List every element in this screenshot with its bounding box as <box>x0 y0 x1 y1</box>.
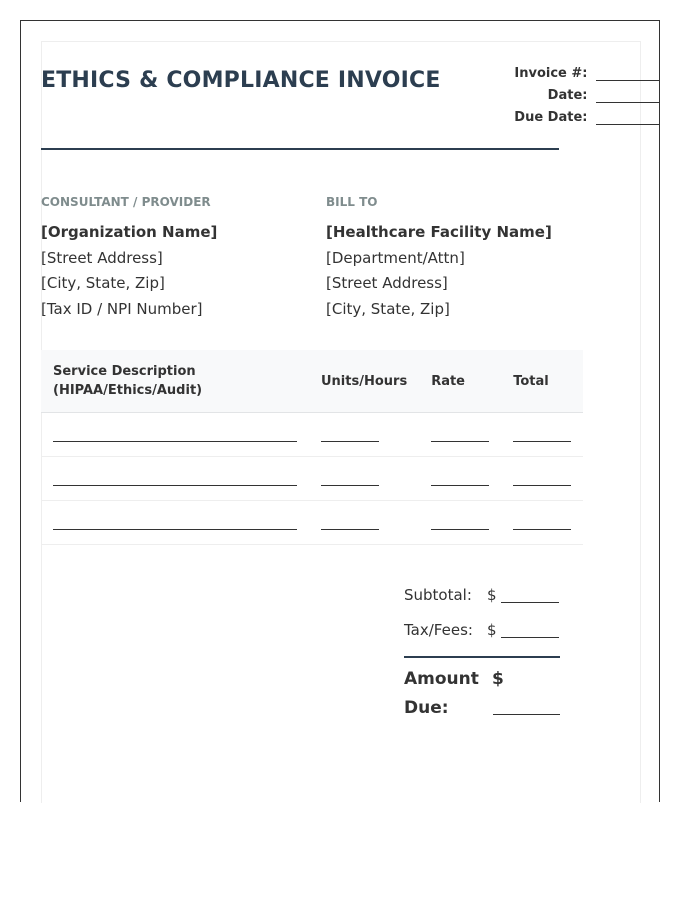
column-header-description-line2: (HIPAA/Ethics/Audit) <box>53 383 203 398</box>
column-header-description <box>41 350 309 413</box>
subtotal-currency: $ <box>487 586 497 604</box>
column-header-total: Total <box>501 350 583 413</box>
column-header-units: Units/Hours <box>309 350 419 413</box>
provider-tax-id: [Tax ID / NPI Number] <box>41 299 203 318</box>
table-row <box>41 501 583 545</box>
amount-due-currency: $ <box>492 669 504 689</box>
amount-due-label: Amount Due: <box>404 669 479 718</box>
provider-street: [Street Address] <box>41 248 163 267</box>
table-row <box>41 457 583 501</box>
invoice-date-label: Date: <box>547 88 588 103</box>
table-header-row <box>41 350 583 413</box>
description-cell[interactable] <box>41 501 309 545</box>
invoice-date-row <box>514 85 660 107</box>
rate-cell[interactable] <box>419 501 501 545</box>
subtotal-field[interactable] <box>501 588 559 603</box>
rate-cell[interactable] <box>419 457 501 501</box>
units-cell[interactable] <box>309 501 419 545</box>
description-cell[interactable] <box>41 413 309 457</box>
column-header-rate: Rate <box>419 350 501 413</box>
invoice-number-field[interactable] <box>596 66 660 81</box>
invoice-meta <box>514 63 660 129</box>
invoice-date-field[interactable] <box>596 88 660 103</box>
total-cell[interactable] <box>501 501 583 545</box>
amount-due-row <box>404 665 560 735</box>
total-cell[interactable] <box>501 413 583 457</box>
tax-row <box>404 613 560 648</box>
provider-name: [Organization Name] <box>41 223 218 241</box>
amount-due-field[interactable] <box>493 700 560 715</box>
line-items-table <box>41 350 583 545</box>
bill-to-street: [Street Address] <box>326 274 448 292</box>
total-cell[interactable] <box>501 457 583 501</box>
totals-divider <box>404 656 560 658</box>
invoice-number-row <box>514 63 660 85</box>
bill-to-city: [City, State, Zip] <box>326 299 450 318</box>
tax-value <box>487 613 559 648</box>
bill-to-heading: BILL TO <box>326 195 378 209</box>
rate-cell[interactable] <box>419 413 501 457</box>
tax-label: Tax/Fees: <box>404 621 473 639</box>
totals-block <box>404 578 560 735</box>
invoice-due-date-field[interactable] <box>596 110 660 125</box>
column-header-description-line1: Service Description <box>53 364 196 379</box>
invoice-number-label: Invoice #: <box>514 66 588 81</box>
units-cell[interactable] <box>309 457 419 501</box>
provider-heading: CONSULTANT / PROVIDER <box>41 195 211 209</box>
bill-to-department: [Department/Attn] <box>326 248 465 267</box>
units-cell[interactable] <box>309 413 419 457</box>
bill-to-block <box>326 194 586 322</box>
table-row <box>41 413 583 457</box>
bill-to-name: [Healthcare Facility Name] <box>326 223 552 241</box>
description-cell[interactable] <box>41 457 309 501</box>
provider-block <box>41 194 301 322</box>
invoice-due-date-row <box>514 107 660 129</box>
subtotal-row <box>404 578 560 613</box>
invoice-title: ETHICS & COMPLIANCE INVOICE <box>41 68 441 93</box>
subtotal-value <box>487 578 559 613</box>
subtotal-label: Subtotal: <box>404 586 472 604</box>
invoice-due-date-label: Due Date: <box>514 110 588 125</box>
header-divider <box>41 148 559 150</box>
tax-field[interactable] <box>501 623 559 638</box>
provider-city: [City, State, Zip] <box>41 274 165 292</box>
tax-currency: $ <box>487 621 497 639</box>
